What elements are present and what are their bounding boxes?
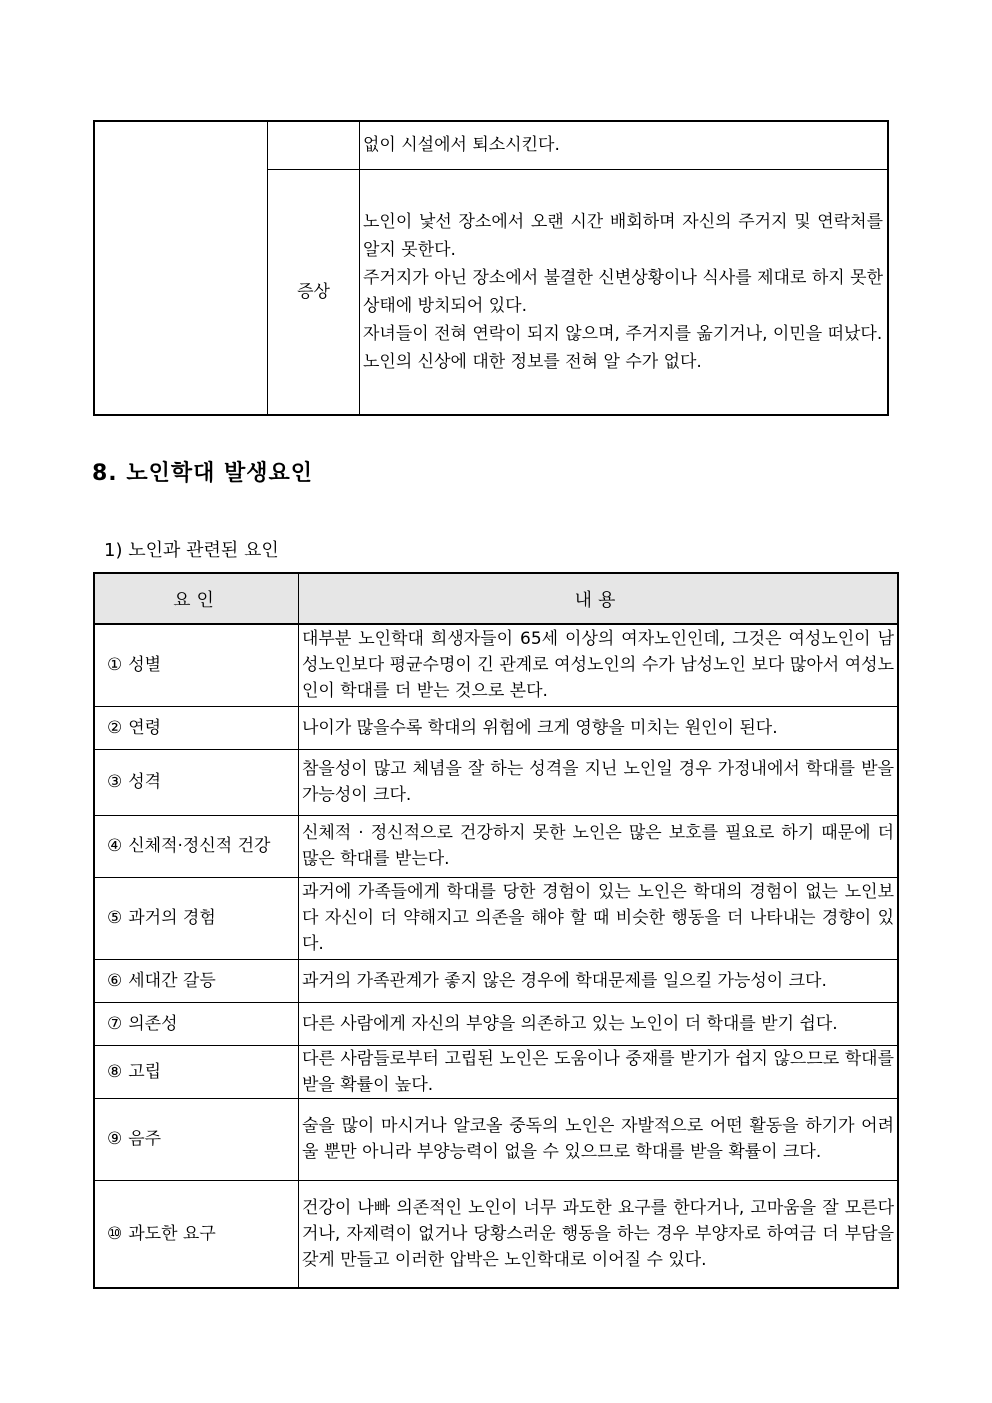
factor-number: ⑨ — [107, 1129, 123, 1149]
header-content: 내용 — [299, 573, 899, 624]
factor-cell — [94, 815, 299, 877]
factor-cell — [94, 1002, 299, 1045]
empty-category-cell — [94, 121, 268, 415]
factor-number: ⑦ — [107, 1013, 123, 1034]
symptom-line: 노인의 신상에 대한 정보를 전혀 알 수가 없다. — [363, 351, 702, 372]
factor-label: 신체적·정신적 건강 — [128, 836, 271, 856]
content-cell: 술을 많이 마시거나 알코올 중독의 노인은 자발적으로 어떤 활동을 하기가 어려울 뿐만 아니라 부양능력이 없을 수 있으므로 학대를 받을 확률이 크다. — [299, 1098, 899, 1180]
content-cell: 과거에 가족들에게 학대를 당한 경험이 있는 노인은 학대의 경험이 없는 노인보다 자신이 더 약해지고 의존을 해야 할 때 비슷한 행동을 더 나타내는 경향이 있다. — [299, 877, 899, 959]
factor-cell — [94, 1180, 299, 1288]
header-factor: 요인 — [94, 573, 299, 624]
table-row — [94, 1180, 898, 1288]
content-cell: 참을성이 많고 체념을 잘 하는 성격을 지닌 노인일 경우 가정내에서 학대를 받을 가능성이 크다. — [299, 749, 899, 815]
factor-number: ④ — [107, 836, 123, 856]
factor-number: ③ — [107, 772, 123, 792]
factor-cell — [94, 624, 299, 706]
factor-label: 고립 — [128, 1061, 162, 1082]
content-cell: 다른 사람에게 자신의 부양을 의존하고 있는 노인이 더 학대를 받기 쉽다. — [299, 1002, 899, 1045]
subsection-title: 1) 노인과 관련된 요인 — [104, 540, 279, 561]
symptom-line: 주거지가 아닌 장소에서 불결한 신변상황이나 식사를 제대로 하지 못한 상태에 방치되어 있다. — [363, 267, 883, 316]
factor-label: 연령 — [128, 717, 162, 738]
table-row — [94, 624, 898, 706]
factor-number: ② — [107, 717, 123, 738]
table-row — [94, 121, 888, 169]
table-row — [94, 706, 898, 749]
subcategory-cell — [268, 121, 360, 169]
factor-cell — [94, 1098, 299, 1180]
factor-label: 세대간 갈등 — [128, 970, 216, 991]
factor-label: 과도한 요구 — [128, 1223, 216, 1244]
factor-number: ⑤ — [107, 908, 123, 928]
factor-cell — [94, 749, 299, 815]
symptom-description — [360, 169, 889, 415]
content-cell: 나이가 많을수록 학대의 위험에 크게 영향을 미치는 원인이 된다. — [299, 706, 899, 749]
factor-number: ① — [107, 655, 123, 676]
factor-label: 음주 — [128, 1129, 162, 1149]
factor-label: 성별 — [128, 655, 162, 676]
table-row — [94, 1002, 898, 1045]
factor-cell — [94, 877, 299, 959]
symptom-label: 증상 — [268, 169, 360, 415]
factor-number: ⑩ — [107, 1223, 123, 1244]
content-cell: 신체적 · 정신적으로 건강하지 못한 노인은 많은 보호를 필요로 하기 때문에 더 많은 학대를 받는다. — [299, 815, 899, 877]
description-cell: 없이 시설에서 퇴소시킨다. — [360, 121, 889, 169]
content-cell: 과거의 가족관계가 좋지 않은 경우에 학대문제를 일으킬 가능성이 크다. — [299, 959, 899, 1002]
table-header-row — [94, 573, 898, 624]
factor-label: 의존성 — [128, 1013, 178, 1034]
factor-label: 과거의 경험 — [128, 908, 216, 928]
factor-cell — [94, 959, 299, 1002]
factor-number: ⑥ — [107, 970, 123, 991]
table-row — [94, 1045, 898, 1098]
table-row — [94, 749, 898, 815]
content-cell: 다른 사람들로부터 고립된 노인은 도움이나 중재를 받기가 쉽지 않으므로 학대를 받을 확률이 높다. — [299, 1045, 899, 1098]
table-row — [94, 959, 898, 1002]
table-row — [94, 877, 898, 959]
factor-cell — [94, 1045, 299, 1098]
factor-cell — [94, 706, 299, 749]
symptom-line: 자녀들이 전혀 연락이 되지 않으며, 주거지를 옮기거나, 이민을 떠났다. — [363, 323, 883, 344]
top-continuation-table — [93, 120, 889, 416]
content-cell: 대부분 노인학대 희생자들이 65세 이상의 여자노인인데, 그것은 여성노인이 남성노인보다 평균수명이 긴 관계로 여성노인의 수가 남성노인 보다 많아서 여성노인이 학대를 더 받는 것으로 본다. — [299, 624, 899, 706]
factors-table — [93, 572, 899, 1289]
section-title: 8. 노인학대 발생요인 — [92, 461, 313, 486]
content-cell: 건강이 나빠 의존적인 노인이 너무 과도한 요구를 한다거나, 고마움을 잘 모른다거나, 자제력이 없거나 당황스러운 행동을 하는 경우 부양자로 하여금 더 부담을 갖게 만들고 이러한 압박은 노인학대로 이어질 수 있다. — [299, 1180, 899, 1288]
symptom-line: 노인이 낯선 장소에서 오랜 시간 배회하며 자신의 주거지 및 연락처를 알지 못한다. — [363, 211, 883, 260]
table-row — [94, 815, 898, 877]
table-row — [94, 1098, 898, 1180]
factor-label: 성격 — [128, 772, 162, 792]
factor-number: ⑧ — [107, 1061, 123, 1082]
